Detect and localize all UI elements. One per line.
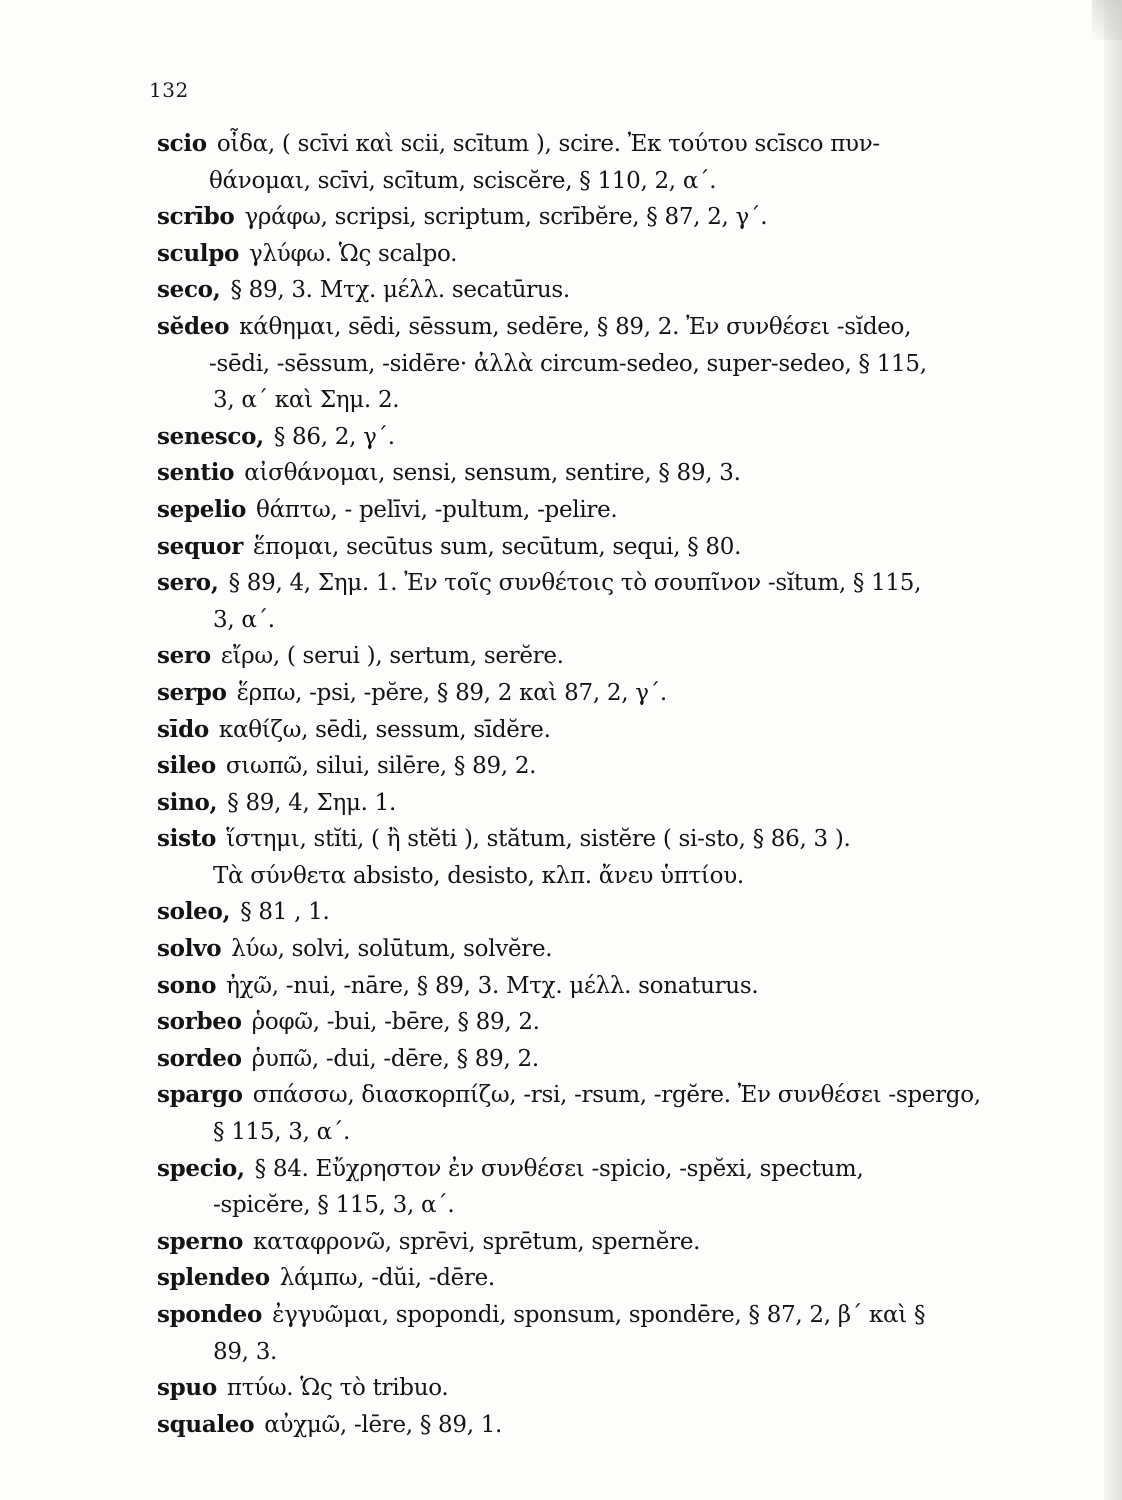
entry-text: καταφρονῶ, sprēvi, sprētum, spernĕre.: [253, 1228, 701, 1255]
entry-text: Τὰ σύνθετα absisto, desisto, κλπ. ἄνευ ὑπτίου.: [213, 862, 744, 889]
entry-text: -sēdi, -sēssum, -sidēre· ἀλλὰ circum-sedeo, super-sedeo, § 115,: [209, 350, 927, 377]
entry-line: [157, 419, 1052, 456]
entry-line: [157, 272, 1052, 309]
entry-text: σπάσσω, διασκορπίζω, -rsi, -rsum, -rgĕre. Ἐν συνθέσει -spergo,: [252, 1082, 981, 1109]
entry-headword: senesco,: [157, 422, 264, 450]
entry-text: κάθημαι, sēdi, sēssum, sedēre, § 89, 2. Ἐν συνθέσει -sĭdeo,: [239, 313, 912, 340]
entry-text: § 115, 3, α΄.: [213, 1119, 351, 1146]
entry-line: [157, 1077, 1052, 1114]
entry-headword: sisto: [157, 825, 217, 853]
entry-text: οἶδα, ( scīvi καὶ scii, scītum ), scire. Ἐκ τούτου scīsco πυν-: [216, 131, 880, 157]
entry-text: § 84. Εὔχρηστον ἐν συνθέσει -spicio, -spĕxi, spectum,: [254, 1155, 864, 1182]
entry-text: θάπτω, - pelīvi, -pultum, -pelire.: [256, 496, 618, 523]
entry-headword: sculpo: [157, 239, 240, 267]
entry-line: [157, 565, 1052, 602]
entry-headword: sepelio: [157, 495, 247, 523]
entry-text: εἴρω, ( serui ), sertum, serĕre.: [220, 643, 564, 670]
page-corner-shadow: [1092, 0, 1122, 40]
entry-headword: sero: [157, 642, 211, 670]
entry-text: γλύφω. Ὡς scalpo.: [249, 240, 458, 267]
entry-headword: sero,: [157, 569, 219, 597]
entry-text: πτύω. Ὡς τὸ tribuo.: [226, 1375, 449, 1402]
entry-text: ἕρπω, -psi, -pĕre, § 89, 2 καὶ 87, 2, γ΄.: [236, 679, 667, 706]
entry-line: [157, 968, 1052, 1005]
entry-continuation-line: [157, 346, 1052, 383]
entry-text: § 89, 3. Μτχ. μέλλ. secatūrus.: [230, 277, 570, 304]
entry-line: [157, 1041, 1052, 1078]
entry-line: [157, 821, 1052, 858]
entry-text: § 89, 4, Σημ. 1.: [227, 789, 396, 816]
entry-headword: soleo,: [157, 898, 231, 926]
entry-text: σιωπῶ, silui, silēre, § 89, 2.: [225, 753, 537, 780]
entry-headword: spargo: [157, 1081, 243, 1109]
entry-line: [157, 1407, 1052, 1444]
entry-text: 3, α΄ καὶ Σημ. 2.: [213, 387, 400, 414]
entry-line: [157, 1224, 1052, 1261]
entry-line: [157, 1370, 1052, 1407]
entry-text: γράφω, scripsi, scriptum, scrībĕre, § 87, 2, γ΄.: [244, 204, 768, 231]
entry-continuation-line: [157, 1187, 1052, 1224]
entry-headword: sentio: [157, 459, 235, 487]
entry-headword: seco,: [157, 276, 221, 304]
entry-headword: squaleo: [157, 1410, 255, 1438]
entry-line: [157, 748, 1052, 785]
entry-continuation-line: [157, 1334, 1052, 1371]
entry-line: [157, 931, 1052, 968]
entry-headword: sorbeo: [157, 1008, 242, 1036]
entry-continuation-line: [157, 858, 1052, 895]
entry-text: ἵστημι, stĭti, ( ἢ stĕti ), stătum, sistĕre ( si-sto, § 86, 3 ).: [226, 826, 851, 853]
entry-text: § 89, 4, Σημ. 1. Ἐν τοῖς συνθέτοις τὸ σουπῖνον -sĭtum, § 115,: [228, 570, 922, 597]
entry-text: 3, α΄.: [213, 606, 275, 633]
entry-line: [157, 492, 1052, 529]
entry-text: ῥυπῶ, -dui, -dēre, § 89, 2.: [251, 1045, 539, 1072]
entry-line: [157, 1151, 1052, 1188]
entry-headword: sĕdeo: [157, 312, 230, 340]
entry-headword: serpo: [157, 678, 227, 706]
entry-headword: splendeo: [157, 1264, 270, 1292]
entry-text: ἕπομαι, secūtus sum, secūtum, sequi, § 80.: [253, 533, 742, 560]
entry-continuation-line: [157, 382, 1052, 419]
entry-text: αἰσθάνομαι, sensi, sensum, sentire, § 89, 3.: [244, 460, 741, 487]
entry-line: [157, 638, 1052, 675]
entry-line: [157, 675, 1052, 712]
entry-line: [157, 1297, 1052, 1334]
entry-text: § 81 , 1.: [240, 899, 330, 926]
entry-headword: scrībo: [157, 203, 235, 231]
entry-text: ῥοφῶ, -bui, -bēre, § 89, 2.: [251, 1009, 540, 1036]
entry-line: [157, 529, 1052, 566]
entry-headword: specio,: [157, 1154, 245, 1182]
page-number: 132: [149, 78, 189, 102]
entry-line: [157, 126, 1052, 163]
entry-text: αὐχμῶ, -lēre, § 89, 1.: [264, 1411, 503, 1438]
entry-headword: spuo: [157, 1374, 217, 1402]
entry-headword: scio: [157, 130, 207, 157]
entry-continuation-line: [157, 1114, 1052, 1151]
entry-line: [157, 712, 1052, 749]
entry-text: καθίζω, sēdi, sessum, sīdĕre.: [218, 716, 551, 743]
entry-text: § 86, 2, γ΄.: [273, 423, 395, 450]
entry-line: [157, 236, 1052, 273]
entry-line: [157, 1260, 1052, 1297]
entry-headword: sileo: [157, 752, 216, 780]
entry-continuation-line: [157, 163, 1052, 200]
entry-continuation-line: [157, 602, 1052, 639]
entry-text: -spicĕre, § 115, 3, α΄.: [213, 1192, 455, 1219]
entry-line: [157, 199, 1052, 236]
entry-line: [157, 455, 1052, 492]
entry-headword: sono: [157, 971, 217, 999]
entry-headword: sino,: [157, 788, 218, 816]
entry-line: [157, 309, 1052, 346]
entry-text: λάμπω, -dŭi, -dēre.: [279, 1265, 495, 1292]
entry-headword: spondeo: [157, 1301, 263, 1328]
entry-headword: sordeo: [157, 1044, 242, 1072]
page-edge-shadow: [1104, 0, 1122, 1500]
dictionary-entries: [157, 126, 1052, 1443]
entry-line: [157, 894, 1052, 931]
entry-line: [157, 1004, 1052, 1041]
entry-headword: sīdo: [157, 715, 209, 743]
entry-text: λύω, solvi, solūtum, solvĕre.: [231, 936, 553, 963]
entry-headword: sperno: [157, 1227, 244, 1255]
entry-text: ἐγγυῶμαι, spopondi, sponsum, spondēre, § 87, 2, β΄ καὶ §: [272, 1302, 926, 1328]
entry-headword: solvo: [157, 935, 222, 963]
entry-headword: sequor: [157, 532, 244, 560]
entry-line: [157, 785, 1052, 822]
entry-text: ἠχῶ, -nui, -nāre, § 89, 3. Μτχ. μέλλ. sonaturus.: [226, 972, 759, 999]
entry-text: θάνομαι, scīvi, scītum, sciscĕre, § 110, 2, α΄.: [209, 167, 717, 194]
entry-text: 89, 3.: [213, 1338, 278, 1365]
